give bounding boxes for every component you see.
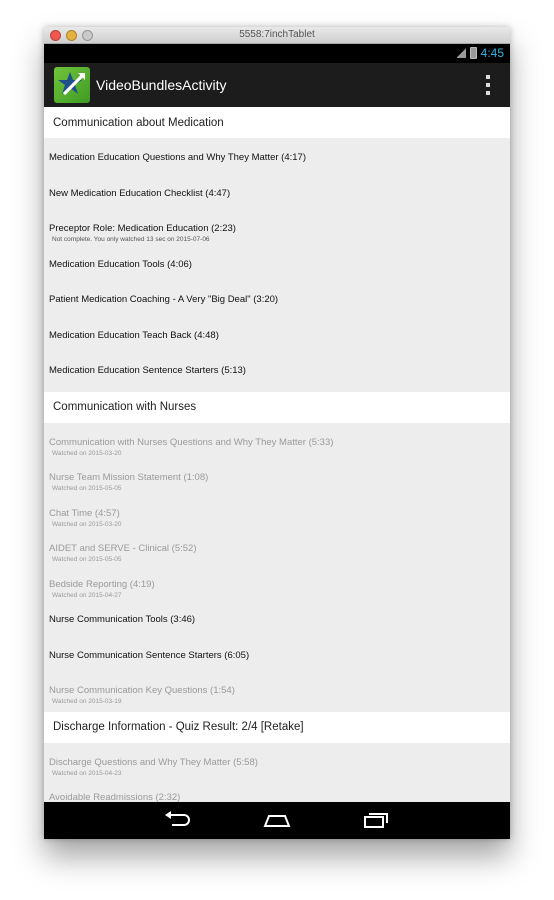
- video-list-item[interactable]: [44, 143, 510, 179]
- battery-icon: [470, 47, 477, 59]
- video-list-item[interactable]: [44, 321, 510, 357]
- video-title: Medication Education Sentence Starters (5:13): [49, 365, 246, 376]
- navigation-bar: [44, 802, 510, 839]
- video-status: Watched on 2015-05-05: [52, 485, 122, 492]
- status-bar: [44, 44, 510, 63]
- video-list-item[interactable]: [44, 641, 510, 677]
- video-list: [44, 138, 510, 392]
- video-list-item[interactable]: [44, 534, 510, 570]
- video-list-item[interactable]: [44, 605, 510, 641]
- video-status: Not complete. You only watched 13 sec on 2015-07-06: [52, 236, 210, 243]
- video-list-item[interactable]: [44, 250, 510, 286]
- video-title: AIDET and SERVE - Clinical (5:52): [49, 543, 197, 554]
- action-bar: [44, 63, 510, 107]
- video-list-item[interactable]: [44, 676, 510, 712]
- window-title: 5558:7inchTablet: [239, 29, 315, 40]
- video-status: Watched on 2015-04-23: [52, 769, 122, 777]
- video-list: [44, 423, 510, 712]
- video-status: Watched on 2015-03-19: [52, 698, 122, 705]
- video-list-item[interactable]: [44, 570, 510, 606]
- minimize-window-button[interactable]: [66, 30, 77, 41]
- video-bundle-list[interactable]: [44, 107, 510, 802]
- video-title: Avoidable Readmissions (2:32): [49, 792, 181, 802]
- section-header[interactable]: Communication with Nurses: [44, 392, 510, 423]
- video-title: Nurse Communication Tools (3:46): [49, 614, 196, 625]
- video-status: Watched on 2015-03-20: [52, 520, 122, 528]
- video-list-item[interactable]: [44, 499, 510, 535]
- video-title: Discharge Questions and Why They Matter (5:58): [49, 756, 258, 768]
- video-title: Nurse Communication Sentence Starters (6:05): [49, 649, 250, 661]
- app-title: VideoBundlesActivity: [96, 77, 227, 93]
- video-title: Medication Education Questions and Why They Matter (4:17): [49, 152, 306, 163]
- video-title: New Medication Education Checklist (4:47): [49, 187, 231, 199]
- signal-icon: [457, 48, 466, 58]
- video-title: Medication Education Tools (4:06): [49, 258, 192, 270]
- video-title: Nurse Team Mission Statement (1:08): [49, 472, 209, 483]
- emulator-window: [44, 27, 510, 839]
- video-title: Preceptor Role: Medication Education (2:23): [49, 223, 236, 234]
- video-status: Watched on 2015-04-27: [52, 591, 122, 599]
- video-title: Communication with Nurses Questions and Why They Matter (5:33): [49, 436, 334, 448]
- video-title: Medication Education Teach Back (4:48): [49, 329, 219, 341]
- section-header[interactable]: Discharge Information - Quiz Result: 2/4 [Retake]: [44, 712, 510, 743]
- video-status: Watched on 2015-05-05: [52, 556, 122, 563]
- video-list-item[interactable]: [44, 428, 510, 464]
- section-header[interactable]: Communication about Medication: [44, 107, 510, 138]
- video-list-item[interactable]: [44, 748, 510, 784]
- video-title: Patient Medication Coaching - A Very "Big Deal" (3:20): [49, 294, 279, 305]
- video-list-item[interactable]: [44, 179, 510, 215]
- home-icon[interactable]: [262, 811, 292, 834]
- video-title: Chat Time (4:57): [49, 507, 120, 519]
- zoom-window-button[interactable]: [82, 30, 93, 41]
- recent-apps-icon[interactable]: [362, 811, 390, 834]
- video-list-item[interactable]: [44, 783, 510, 802]
- video-status: Watched on 2015-03-20: [52, 449, 122, 457]
- video-title: Nurse Communication Key Questions (1:54): [49, 685, 235, 696]
- video-list-item[interactable]: [44, 463, 510, 499]
- video-list-item[interactable]: [44, 214, 510, 250]
- back-icon[interactable]: [164, 811, 192, 834]
- window-titlebar: [44, 27, 510, 44]
- video-list: [44, 743, 510, 803]
- window-controls: [50, 30, 93, 41]
- overflow-menu-icon[interactable]: [486, 75, 490, 95]
- status-time: 4:45: [480, 46, 504, 60]
- close-window-button[interactable]: [50, 30, 61, 41]
- star-arrow-icon[interactable]: [54, 67, 90, 103]
- video-title: Bedside Reporting (4:19): [49, 578, 155, 590]
- video-list-item[interactable]: [44, 356, 510, 392]
- video-list-item[interactable]: [44, 285, 510, 321]
